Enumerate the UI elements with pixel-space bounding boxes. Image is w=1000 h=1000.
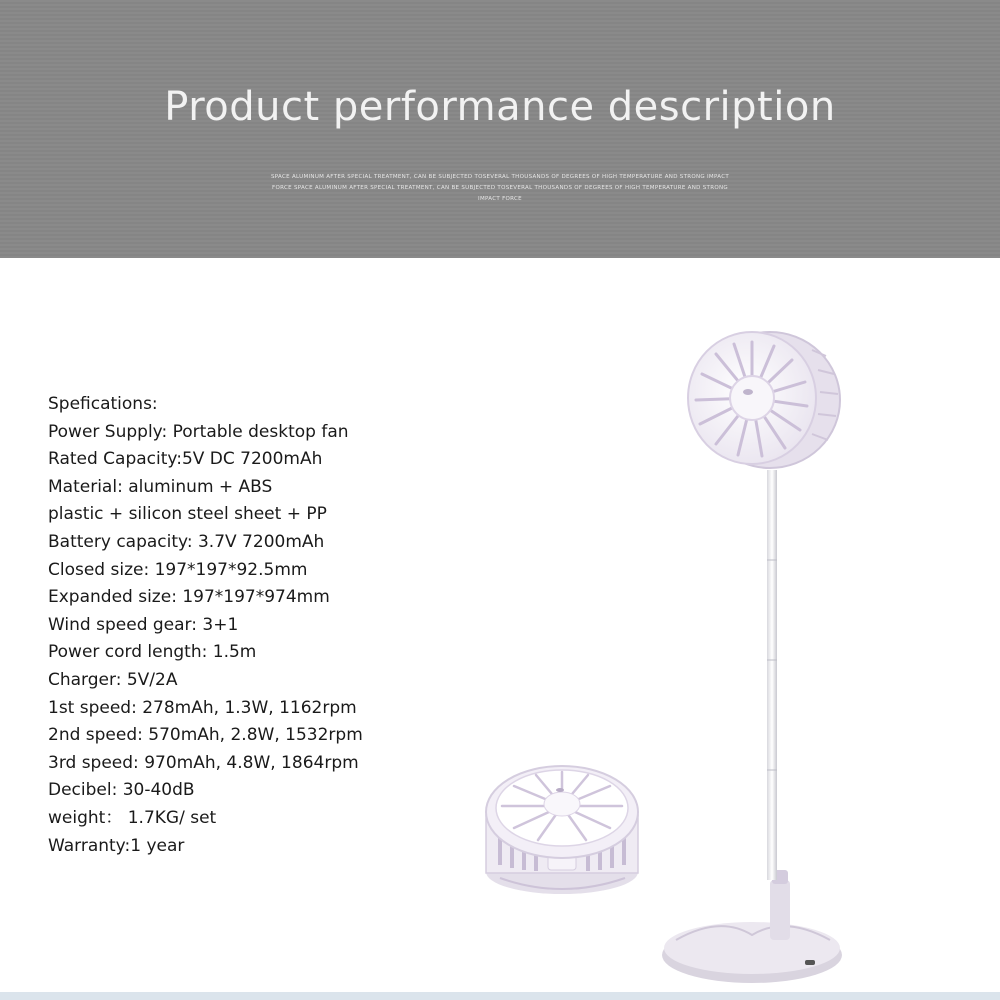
spec-speed-1: 1st speed: 278mAh, 1.3W, 1162rpm bbox=[48, 697, 357, 718]
desktop-fan-image bbox=[486, 766, 638, 894]
spec-heading: Spefications: bbox=[48, 394, 158, 414]
spec-speed-2: 2nd speed: 570mAh, 2.8W, 1532rpm bbox=[48, 725, 363, 746]
spec-material-cont: plastic + silicon steel sheet + PP bbox=[48, 504, 327, 525]
spec-wind-speed-gear: Wind speed gear: 3+1 bbox=[48, 614, 239, 635]
spec-closed-size: Closed size: 197*197*92.5mm bbox=[48, 559, 308, 580]
spec-speed-3: 3rd speed: 970mAh, 4.8W, 1864rpm bbox=[48, 752, 359, 773]
spec-battery-capacity: Battery capacity: 3.7V 7200mAh bbox=[48, 531, 325, 552]
spec-charger: Charger: 5V/2A bbox=[48, 669, 178, 690]
fan-base bbox=[662, 922, 842, 983]
spec-expanded-size: Expanded size: 197*197*974mm bbox=[48, 587, 330, 608]
spec-rated-capacity: Rated Capacity:5V DC 7200mAh bbox=[48, 449, 323, 470]
spec-power-supply: Power Supply: Portable desktop fan bbox=[48, 421, 349, 442]
banner-title: Product performance description bbox=[164, 84, 836, 130]
bottom-strip bbox=[0, 992, 1000, 1000]
pole-sleeve bbox=[770, 880, 790, 940]
standing-fan-image bbox=[662, 332, 842, 983]
spec-weight: weight： 1.7KG/ set bbox=[48, 807, 217, 828]
spec-warranty: Warranty:1 year bbox=[48, 835, 185, 856]
spec-decibel: Decibel: 30-40dB bbox=[48, 780, 195, 801]
spec-material: Material: aluminum + ABS bbox=[48, 476, 273, 497]
spec-power-cord: Power cord length: 1.5m bbox=[48, 642, 257, 663]
banner-subtitle: SPACE ALUMINUM AFTER SPECIAL TREATMENT, CAN BE SUBJECTED TOSEVERAL THOUSANDS OF DEGREES OF HIGH TEMPERATURE AND STRONG IMPACT FORCE SPACE ALUMINUM AFTER SPECIAL TREATMENT, CAN BE SUBJECTED TOSEVERAL THOUSANDS OF DEGREES OF HIGH TEMPERATURE AND STRONG IMPACT FORCE bbox=[270, 174, 730, 202]
telescopic-pole bbox=[767, 470, 777, 880]
fan-head bbox=[688, 332, 840, 468]
